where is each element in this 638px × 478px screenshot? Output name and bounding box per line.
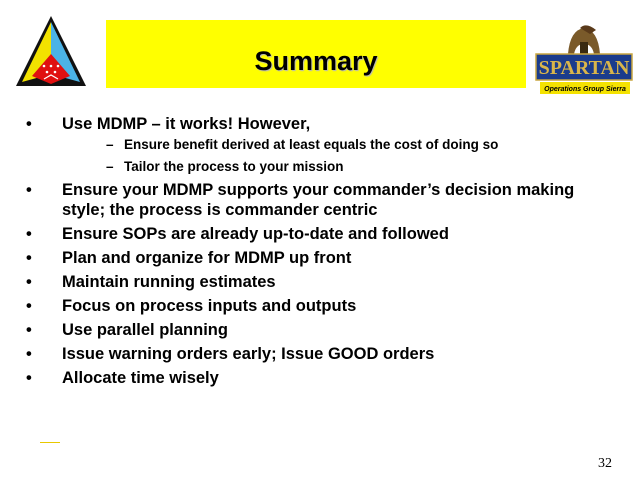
sub-bullet-dash: – [106,159,114,174]
bullet-item [26,248,616,268]
unit-insignia-logo [14,14,88,90]
title-banner [106,20,526,88]
bullet-item [26,344,616,364]
bullet-text: Use parallel planning [62,321,228,339]
bullet-item [26,320,616,340]
bullet-dot: • [26,369,32,387]
bullet-text: Focus on process inputs and outputs [62,297,357,315]
sub-bullet-text: Ensure benefit derived at least equals the cost of doing so [124,137,499,152]
bullet-item [26,296,616,316]
bullet-dot: • [26,115,32,133]
slide-title: Summary [254,45,378,76]
sub-bullet-item [62,158,616,176]
page-number: 32 [598,456,612,471]
sub-bullet-text: Tailor the process to your mission [124,159,344,174]
bullet-text: Plan and organize for MDMP up front [62,249,352,267]
spartan-logo [534,24,634,98]
spartan-wordmark: SPARTAN [538,57,630,79]
summary-bullet-list [26,114,616,392]
bullet-item [26,368,616,388]
bullet-dot: • [26,181,32,199]
bullet-text: Allocate time wisely [62,369,219,387]
bullet-text: Use MDMP – it works! However, [62,115,311,133]
bullet-text: Ensure your MDMP supports your commander’s decision making style; the process is commander centric [62,181,575,219]
bullet-text: Maintain running estimates [62,273,276,291]
bullet-dot: • [26,249,32,267]
bullet-dot: • [26,345,32,363]
bullet-dot: • [26,225,32,243]
bullet-dot: • [26,297,32,315]
sub-bullet-list [62,136,616,176]
bullet-text: Ensure SOPs are already up-to-date and followed [62,225,449,243]
bullet-item [26,114,616,176]
bullet-item [26,224,616,244]
footer-accent-line [40,442,60,443]
sub-bullet-dash: – [106,137,114,152]
sub-bullet-item [62,136,616,154]
bullet-text: Issue warning orders early; Issue GOOD orders [62,345,435,363]
bullet-item [26,180,582,220]
bullet-item [26,272,616,292]
spartan-subtitle: Operations Group Sierra [544,86,626,93]
bullet-dot: • [26,273,32,291]
bullet-dot: • [26,321,32,339]
